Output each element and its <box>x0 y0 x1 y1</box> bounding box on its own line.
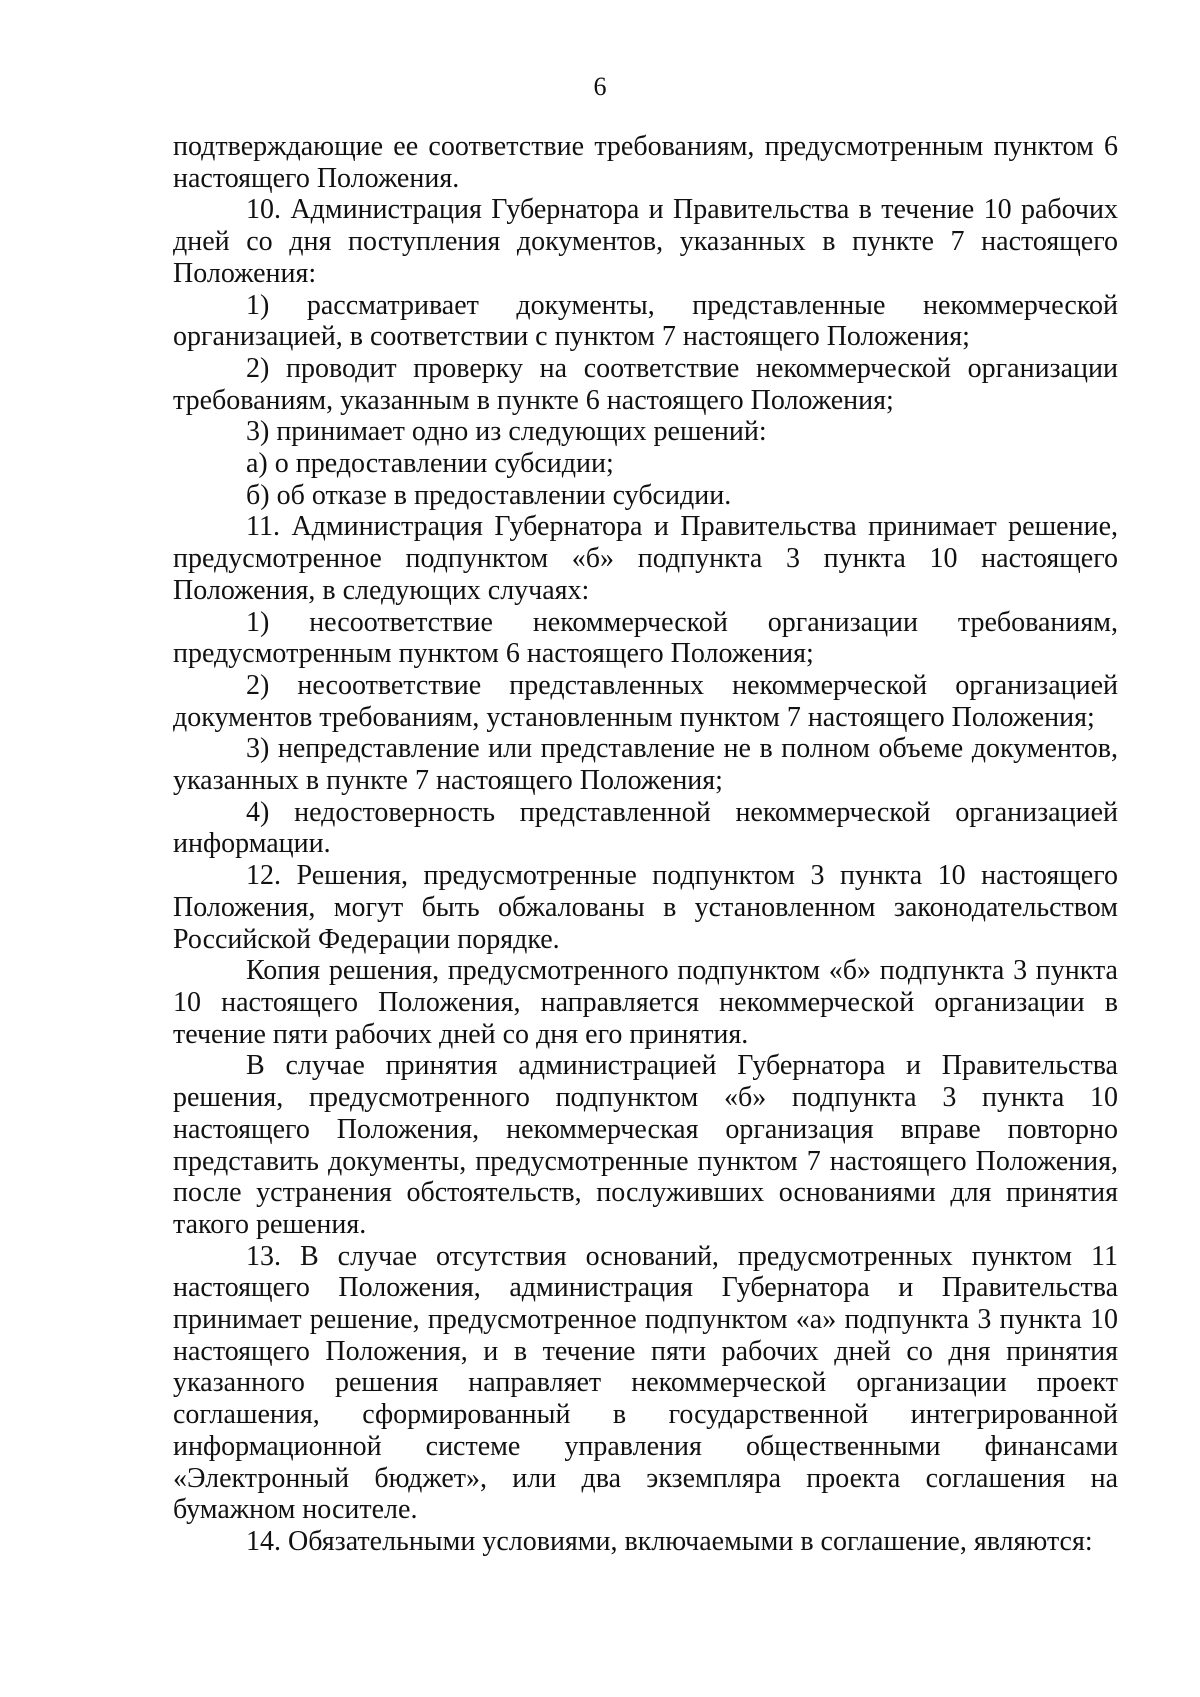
paragraph-clause-11-item-3: 3) непредставление или представление не в полном объеме документов, указанных в пункте 7 настоящего Положения; <box>173 733 1118 797</box>
paragraph-clause-14: 14. Обязательными условиями, включаемыми в соглашение, являются: <box>246 1525 1093 1557</box>
paragraph-clause-12-copy: Копия решения, предусмотренного подпунктом «б» подпункта 3 пункта 10 настоящего Положения, направляется некоммерческой организации в течение пяти рабочих дней со дня его принятия. <box>173 955 1118 1050</box>
paragraph-clause-10-item-1: 1) рассматривает документы, представленные некоммерческой организацией, в соответствии с пунктом 7 настоящего Положения; <box>173 289 1118 353</box>
paragraph-clause-10-item-3a: а) о предоставлении субсидии; <box>246 448 614 480</box>
paragraph-clause-11: 11. Администрация Губернатора и Правительства принимает решение, предусмотренное подпунктом «б» подпункта 3 пункта 10 настоящего Положения, в следующих случаях: <box>173 511 1118 606</box>
document-body <box>173 131 1118 1558</box>
page-number: 6 <box>593 72 607 101</box>
paragraph-clause-10-item-2: 2) проводит проверку на соответствие некоммерческой организации требованиям, указанным в пункте 6 настоящего Положения; <box>173 352 1118 416</box>
paragraph-continuation: подтверждающие ее соответствие требованиям, предусмотренным пунктом 6 настоящего Положения. <box>173 131 1118 194</box>
paragraph-clause-11-item-2: 2) несоответствие представленных некоммерческой организацией документов требованиям, установленным пунктом 7 настоящего Положения; <box>173 669 1118 733</box>
paragraph-clause-12: 12. Решения, предусмотренные подпунктом 3 пункта 10 настоящего Положения, могут быть обжалованы в установленном законодательством Российской Федерации порядке. <box>173 860 1118 955</box>
paragraph-clause-10-item-3: 3) принимает одно из следующих решений: <box>246 416 767 448</box>
paragraph-clause-11-item-4: 4) недостоверность представленной некоммерческой организацией информации. <box>173 796 1118 860</box>
paragraph-clause-13: 13. В случае отсутствия оснований, предусмотренных пунктом 11 настоящего Положения, администрация Губернатора и Правительства принимает решение, предусмотренное подпунктом «а» подпункта 3 пункта 10 настоящего Положения, и в течение пяти рабочих дней со дня принятия указанного решения направляет некоммерческой организации проект соглашения, сформированный в государственной интегрированной информационной системе управления общественными финансами «Электронный бюджет», или два экземпляра проекта соглашения на бумажном носителе. <box>173 1240 1118 1526</box>
paragraph-clause-12-resubmission: В случае принятия администрацией Губернатора и Правительства решения, предусмотренного подпунктом «б» подпункта 3 пункта 10 настоящего Положения, некоммерческая организация вправе повторно представить документы, предусмотренные пунктом 7 настоящего Положения, после устранения обстоятельств, послуживших основаниями для принятия такого решения. <box>173 1050 1118 1240</box>
paragraph-clause-10-item-3b: б) об отказе в предоставлении субсидии. <box>246 479 732 511</box>
paragraph-clause-11-item-1: 1) несоответствие некоммерческой организации требованиям, предусмотренным пунктом 6 настоящего Положения; <box>173 606 1118 670</box>
paragraph-clause-10: 10. Администрация Губернатора и Правительства в течение 10 рабочих дней со дня поступления документов, указанных в пункте 7 настоящего Положения: <box>173 194 1118 289</box>
